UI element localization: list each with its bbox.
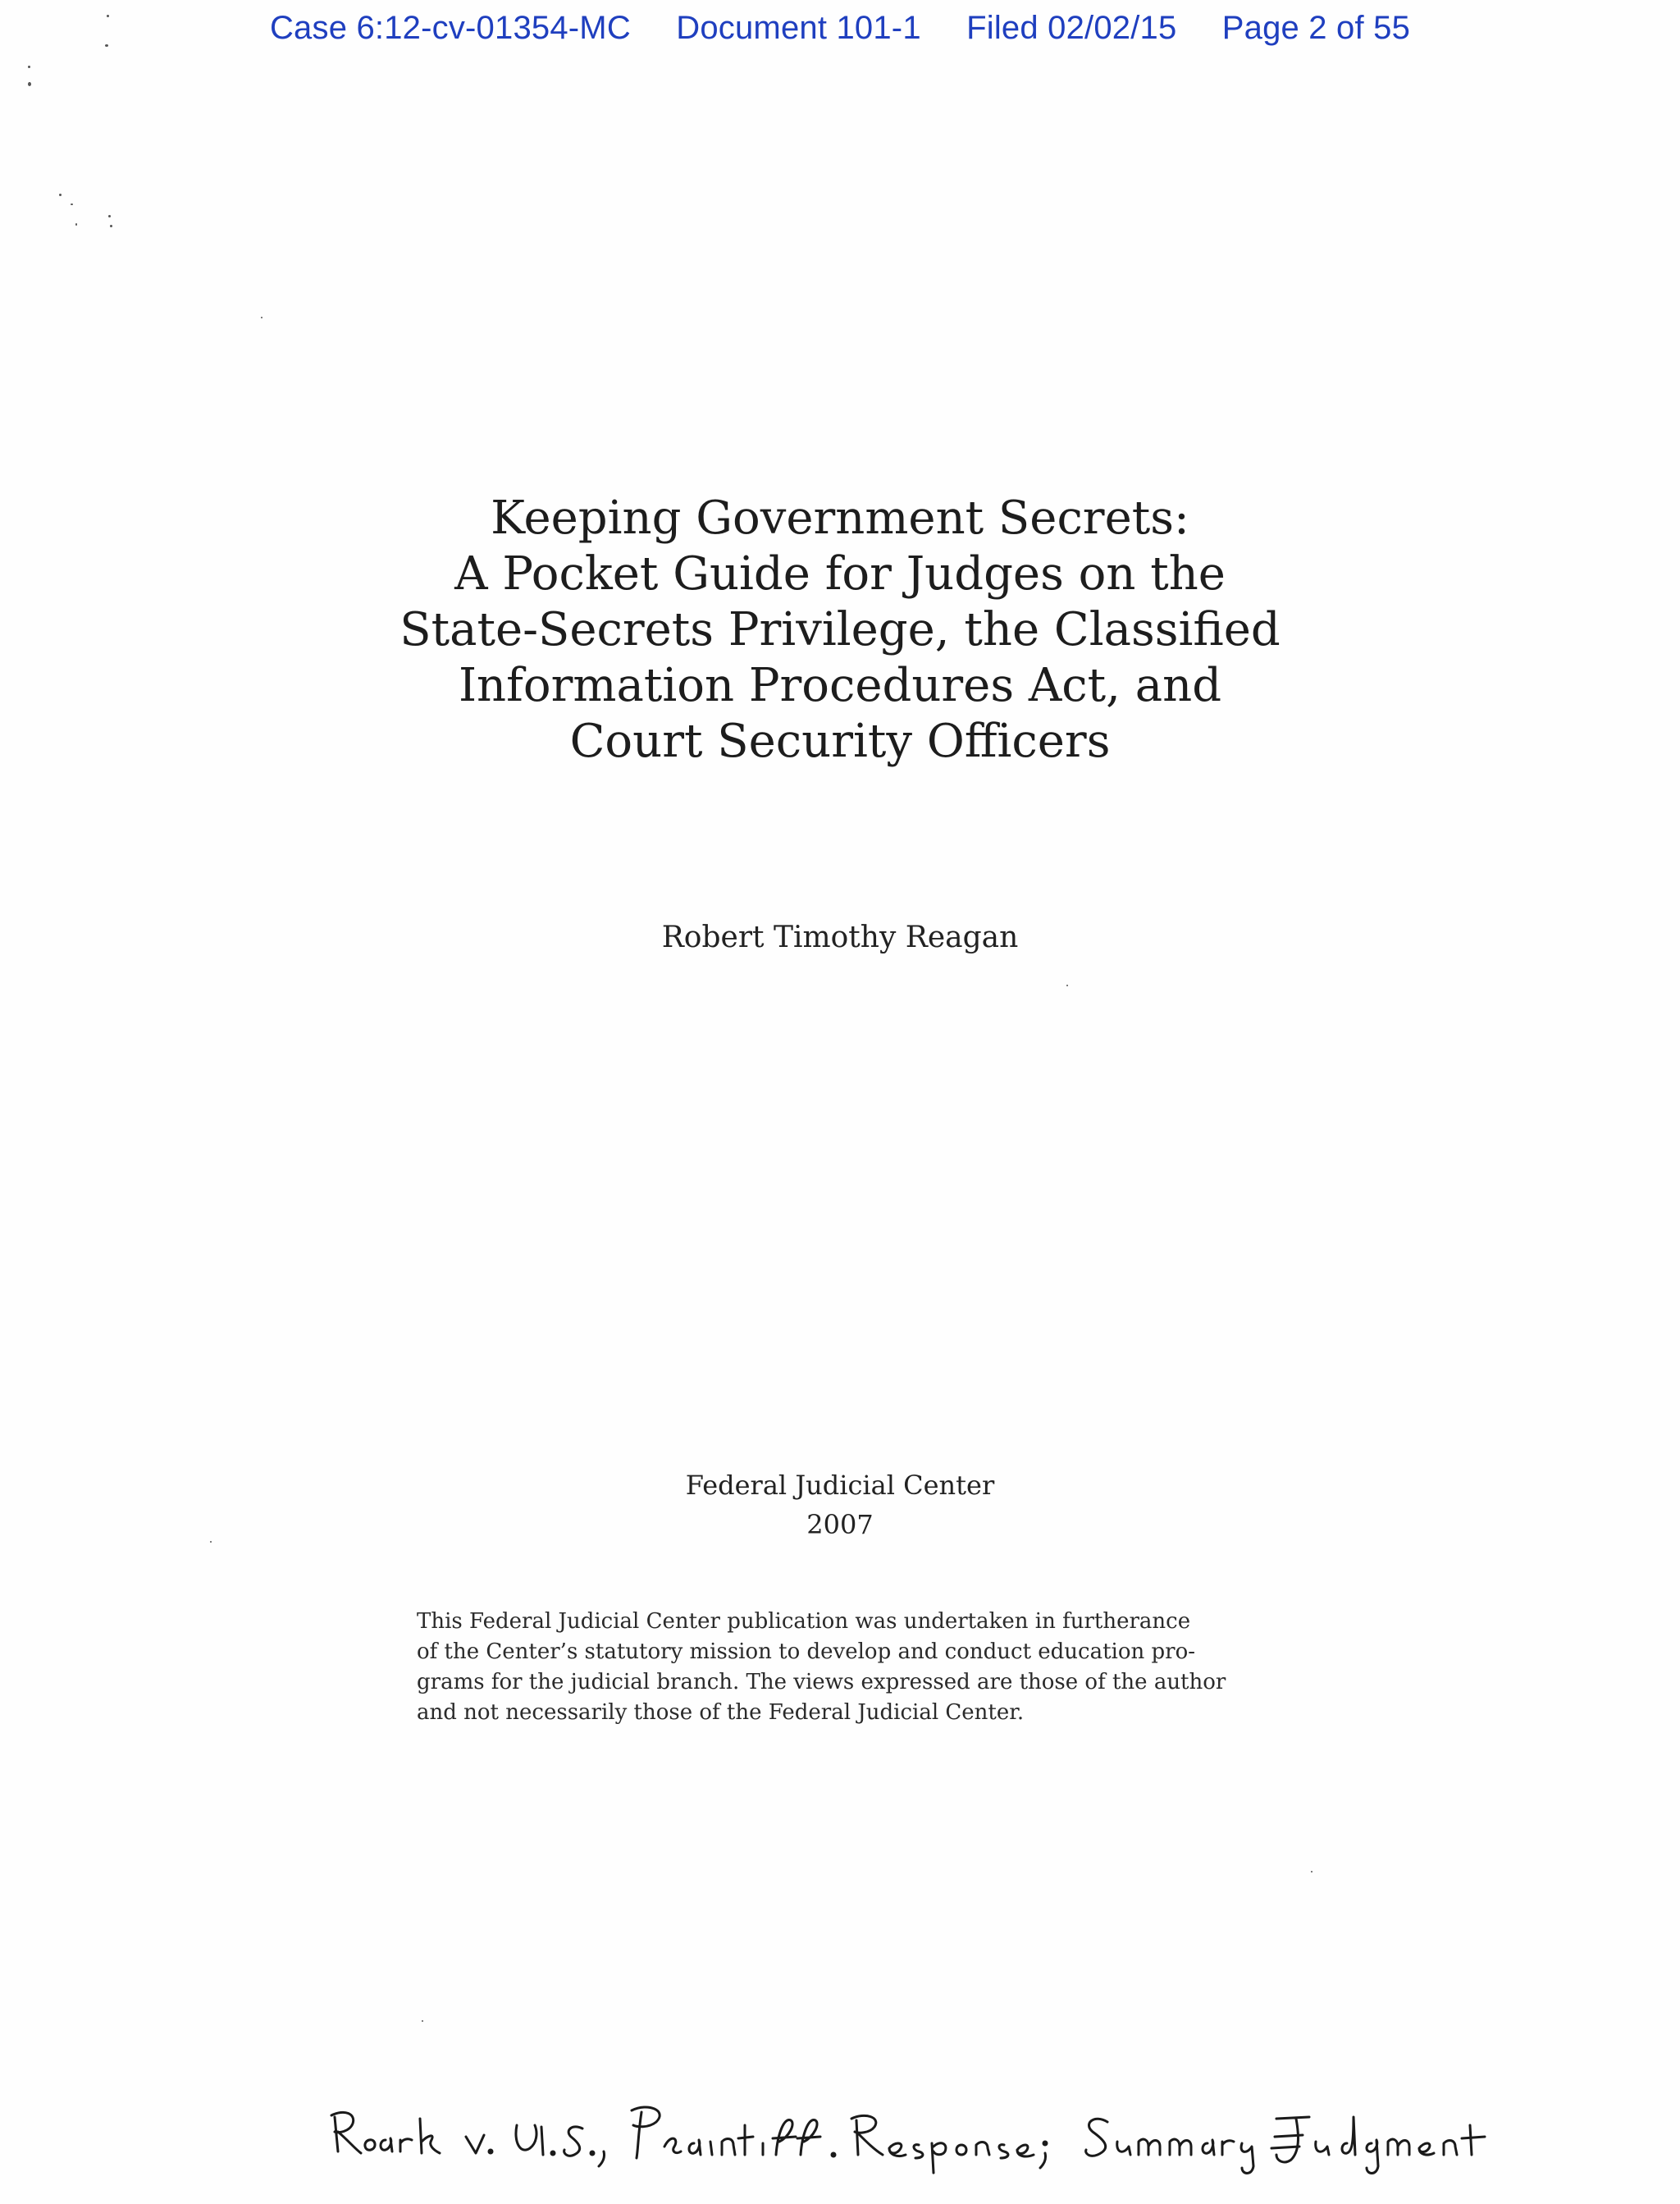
disclaimer-line: and not necessarily those of the Federal Judicial Center. [417,1700,1025,1725]
document-number: Document 101-1 [676,10,921,46]
page-indicator: Page 2 of 55 [1221,10,1411,46]
title-line: Information Procedures Act, and [458,659,1222,712]
publisher-block [0,1466,1680,1544]
disclaimer-line: of the Center’s statutory mission to develop and conduct education pro- [417,1639,1196,1664]
title-line: State-Secrets Privilege, the Classified [399,603,1281,656]
author-name: Robert Timothy Reagan [661,921,1019,954]
title-line: Keeping Government Secrets: [491,492,1189,545]
filed-date: Filed 02/02/15 [966,10,1177,46]
title-line: Court Security Officers [569,715,1111,768]
title-line: A Pocket Guide for Judges on the [454,547,1226,601]
publisher-name: Federal Judicial Center [685,1470,995,1501]
case-number: Case 6:12-cv-01354-MC [269,10,631,46]
disclaimer-line: This Federal Judicial Center publication was undertaken in furtherance [417,1609,1191,1634]
publication-year: 2007 [806,1509,874,1540]
disclaimer-paragraph [417,1607,1260,1728]
handwritten-note [320,2101,1616,2191]
document-title [0,491,1680,770]
disclaimer-line: grams for the judicial branch. The views expressed are those of the author [417,1670,1226,1694]
case-header [0,10,1680,47]
